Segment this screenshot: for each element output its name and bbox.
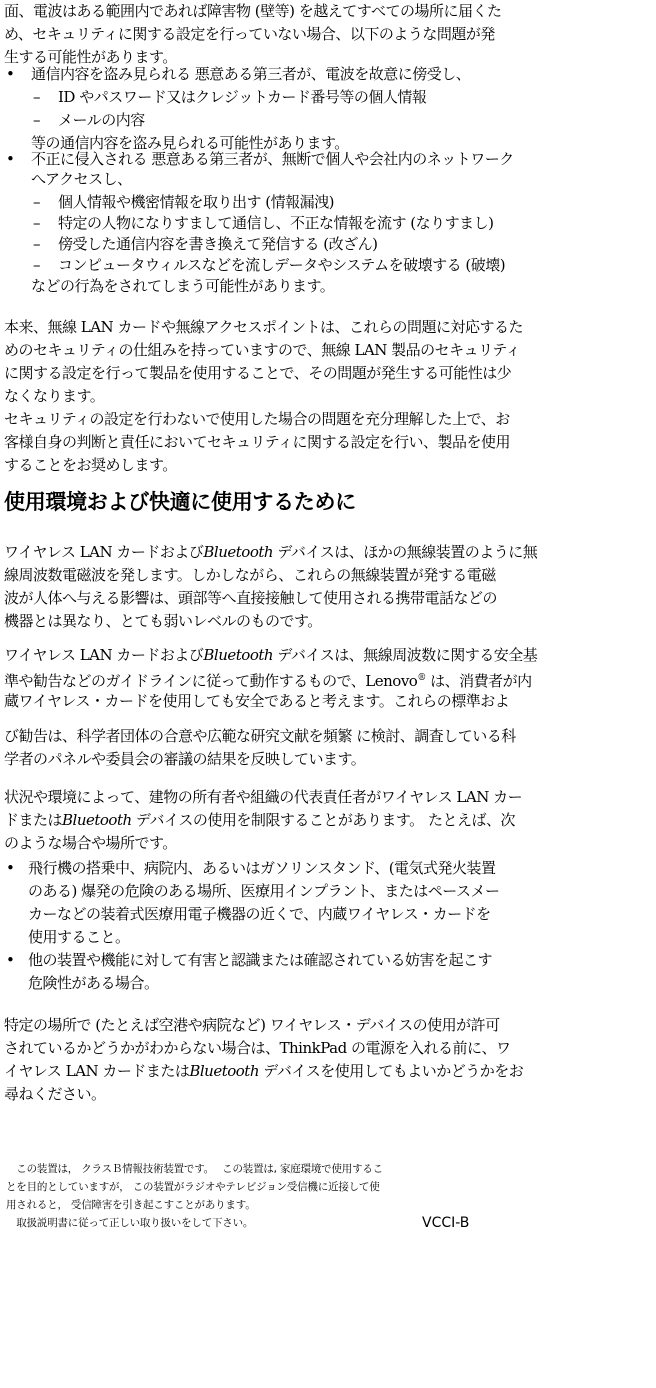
- standards-paragraph: [4, 644, 654, 713]
- dash-icon: –: [33, 88, 41, 106]
- text-span: ドまたは: [4, 811, 63, 829]
- issue-intrusion-lead: 不正に侵入される 悪意ある第三者が、無断で個人や会社内のネットワーク: [31, 150, 514, 168]
- text-span: デバイスは、ほかの無線装置のように無: [273, 543, 538, 561]
- text-span: デバイスは、無線周波数に関する安全基: [273, 646, 538, 664]
- text-line: 飛行機の搭乗中、病院内、あるいはガソリンスタンド、(電気式発火装置: [28, 859, 496, 877]
- review-paragraph: [4, 725, 654, 771]
- issue-tail: などの行為をされてしまう可能性があります。: [31, 277, 335, 295]
- text-line: [4, 809, 654, 832]
- dash-icon: –: [33, 214, 41, 232]
- text-line: 特定の場所で (たとえば空港や病院など) ワイヤレス・デバイスの使用が許可: [4, 1016, 500, 1034]
- text-line: のある) 爆発の危険のある場所、医療用インプラント、またはペースメー: [28, 882, 500, 900]
- bluetooth-term: Bluetooth: [189, 1062, 259, 1080]
- bullet-icon: •: [6, 65, 15, 83]
- text-line: されているかどうかがわからない場合は、ThinkPad の電源を入れる前に、ワ: [4, 1039, 511, 1057]
- dash-icon: –: [33, 111, 41, 129]
- text-span: イヤレス LAN カードまたは: [4, 1062, 190, 1080]
- issue-tail: 等の通信内容を盗み見られる可能性があります。: [31, 134, 349, 152]
- text-line: のような場合や場所です。: [4, 834, 177, 852]
- section-heading: 使用環境および快適に使用するために: [4, 490, 356, 514]
- bullet-icon: •: [6, 150, 15, 168]
- text-line: 使用すること。: [28, 928, 130, 946]
- vcci-line: 用されると， 受信障害を引き起こすことがあります。: [6, 1199, 256, 1211]
- issue-item: 特定の人物になりすまして通信し、不正な情報を流す (なりすまし): [58, 214, 494, 232]
- text-line: めのセキュリティの仕組みを持っていますので、無線 LAN 製品のセキュリティ: [4, 341, 521, 359]
- text-span: デバイスを使用してもよいかどうかをお: [259, 1062, 524, 1080]
- text-line: カーなどの装着式医療用電子機器の近くで、内蔵ワイヤレス・カードを: [28, 905, 491, 923]
- text-line: 生する可能性があります。: [4, 48, 177, 66]
- vcci-notice: [6, 1160, 486, 1232]
- text-line: 他の装置や機能に対して有害と認識または確認されている妨害を起こす: [28, 951, 493, 969]
- bullet-icon: •: [6, 859, 15, 877]
- dash-icon: –: [33, 256, 41, 274]
- text-span: 準や勧告などのガイドラインに従って動作するもので、Lenovo: [4, 672, 418, 690]
- bluetooth-term: Bluetooth: [203, 646, 274, 664]
- text-line: なくなります。: [4, 387, 105, 405]
- vcci-class-label: VCCI-B: [422, 1215, 470, 1231]
- dash-icon: –: [33, 193, 41, 211]
- registered-mark: ®: [417, 673, 426, 683]
- text-span: ワイヤレス LAN カードおよび: [4, 646, 204, 664]
- text-line: [4, 667, 654, 690]
- text-line: 蔵ワイヤレス・カードを使用しても安全であると考えます。これらの標準およ: [4, 692, 510, 710]
- text-line: 客様自身の判断と責任においてセキュリティに関する設定を行い、製品を使用: [4, 433, 511, 451]
- intro-paragraph: [4, 0, 654, 69]
- issue-item: 個人情報や機密情報を取り出す (情報漏洩): [58, 193, 334, 211]
- bluetooth-term: Bluetooth: [62, 811, 132, 829]
- restriction-item: [28, 949, 648, 995]
- vcci-line: 取扱説明書に従って正しい取り扱いをして下さい。: [6, 1217, 254, 1229]
- text-line: することをお奨めします。: [4, 456, 177, 474]
- bluetooth-term: Bluetooth: [203, 543, 274, 561]
- dash-icon: –: [33, 235, 41, 253]
- restriction-item: [28, 857, 648, 949]
- permission-paragraph: [4, 1014, 654, 1106]
- issue-intrusion-lead-cont: へアクセスし、: [31, 170, 132, 188]
- emission-paragraph: [4, 541, 654, 633]
- issue-item: コンピュータウィルスなどを流しデータやシステムを破壊する (破壊): [58, 256, 506, 274]
- text-line: び勧告は、科学者団体の合意や広範な研究文献を頻繁 に検討、調査している科: [4, 727, 516, 745]
- issue-item: メールの内容: [58, 111, 145, 129]
- text-line: 危険性がある場合。: [28, 974, 159, 992]
- text-line: 線周波数電磁波を発します。しかしながら、これらの無線装置が発する電磁: [4, 566, 496, 584]
- text-line: 尋ねください。: [4, 1085, 106, 1103]
- text-line: [4, 644, 654, 667]
- text-line: 機器とは異なり、とても弱いレベルのものです。: [4, 612, 322, 630]
- text-span: ワイヤレス LAN カードおよび: [4, 543, 204, 561]
- text-line: め、セキュリティに関する設定を行っていない場合、以下のような問題が発: [4, 25, 495, 43]
- issue-eavesdrop-lead: 通信内容を盗み見られる 悪意ある第三者が、電波を故意に傍受し、: [31, 65, 471, 83]
- text-line: 状況や環境によって、建物の所有者や組織の代表責任者がワイヤレス LAN カー: [4, 788, 523, 806]
- text-line: に関する設定を行って製品を使用することで、その問題が発生する可能性は少: [4, 364, 512, 382]
- vcci-line: この装置は， クラスＢ情報技術装置です。 この装置は, 家庭環境で使用するこ: [6, 1163, 383, 1175]
- text-span: は、消費者が内: [425, 672, 532, 690]
- text-line: [4, 541, 654, 564]
- text-line: セキュリティの設定を行わないで使用した場合の問題を充分理解した上で、お: [4, 410, 510, 428]
- text-line: 波が人体へ与える影響は、頭部等へ直接接触して使用される携帯電話などの: [4, 589, 498, 607]
- issue-item: ID やパスワード又はクレジットカード番号等の個人情報: [58, 88, 427, 106]
- issue-item: 傍受した通信内容を書き換えて発信する (改ざん): [58, 235, 378, 253]
- text-line: [4, 1060, 654, 1083]
- text-span: デバイスの使用を制限することがあります。 たとえば、次: [131, 811, 515, 829]
- restriction-paragraph: [4, 786, 654, 855]
- text-line: 面、電波はある範囲内であれば障害物 (壁等) を越えてすべての場所に届くた: [4, 2, 502, 20]
- bullet-icon: •: [6, 951, 15, 969]
- vcci-line: とを目的としていますが， この装置がラジオやテレビジョン受信機に近接して使: [6, 1181, 380, 1193]
- text-line: 学者のパネルや委員会の審議の結果を反映しています。: [4, 750, 366, 768]
- text-line: 本来、無線 LAN カードや無線アクセスポイントは、これらの問題に対応するた: [4, 318, 524, 336]
- security-paragraph: [4, 316, 654, 477]
